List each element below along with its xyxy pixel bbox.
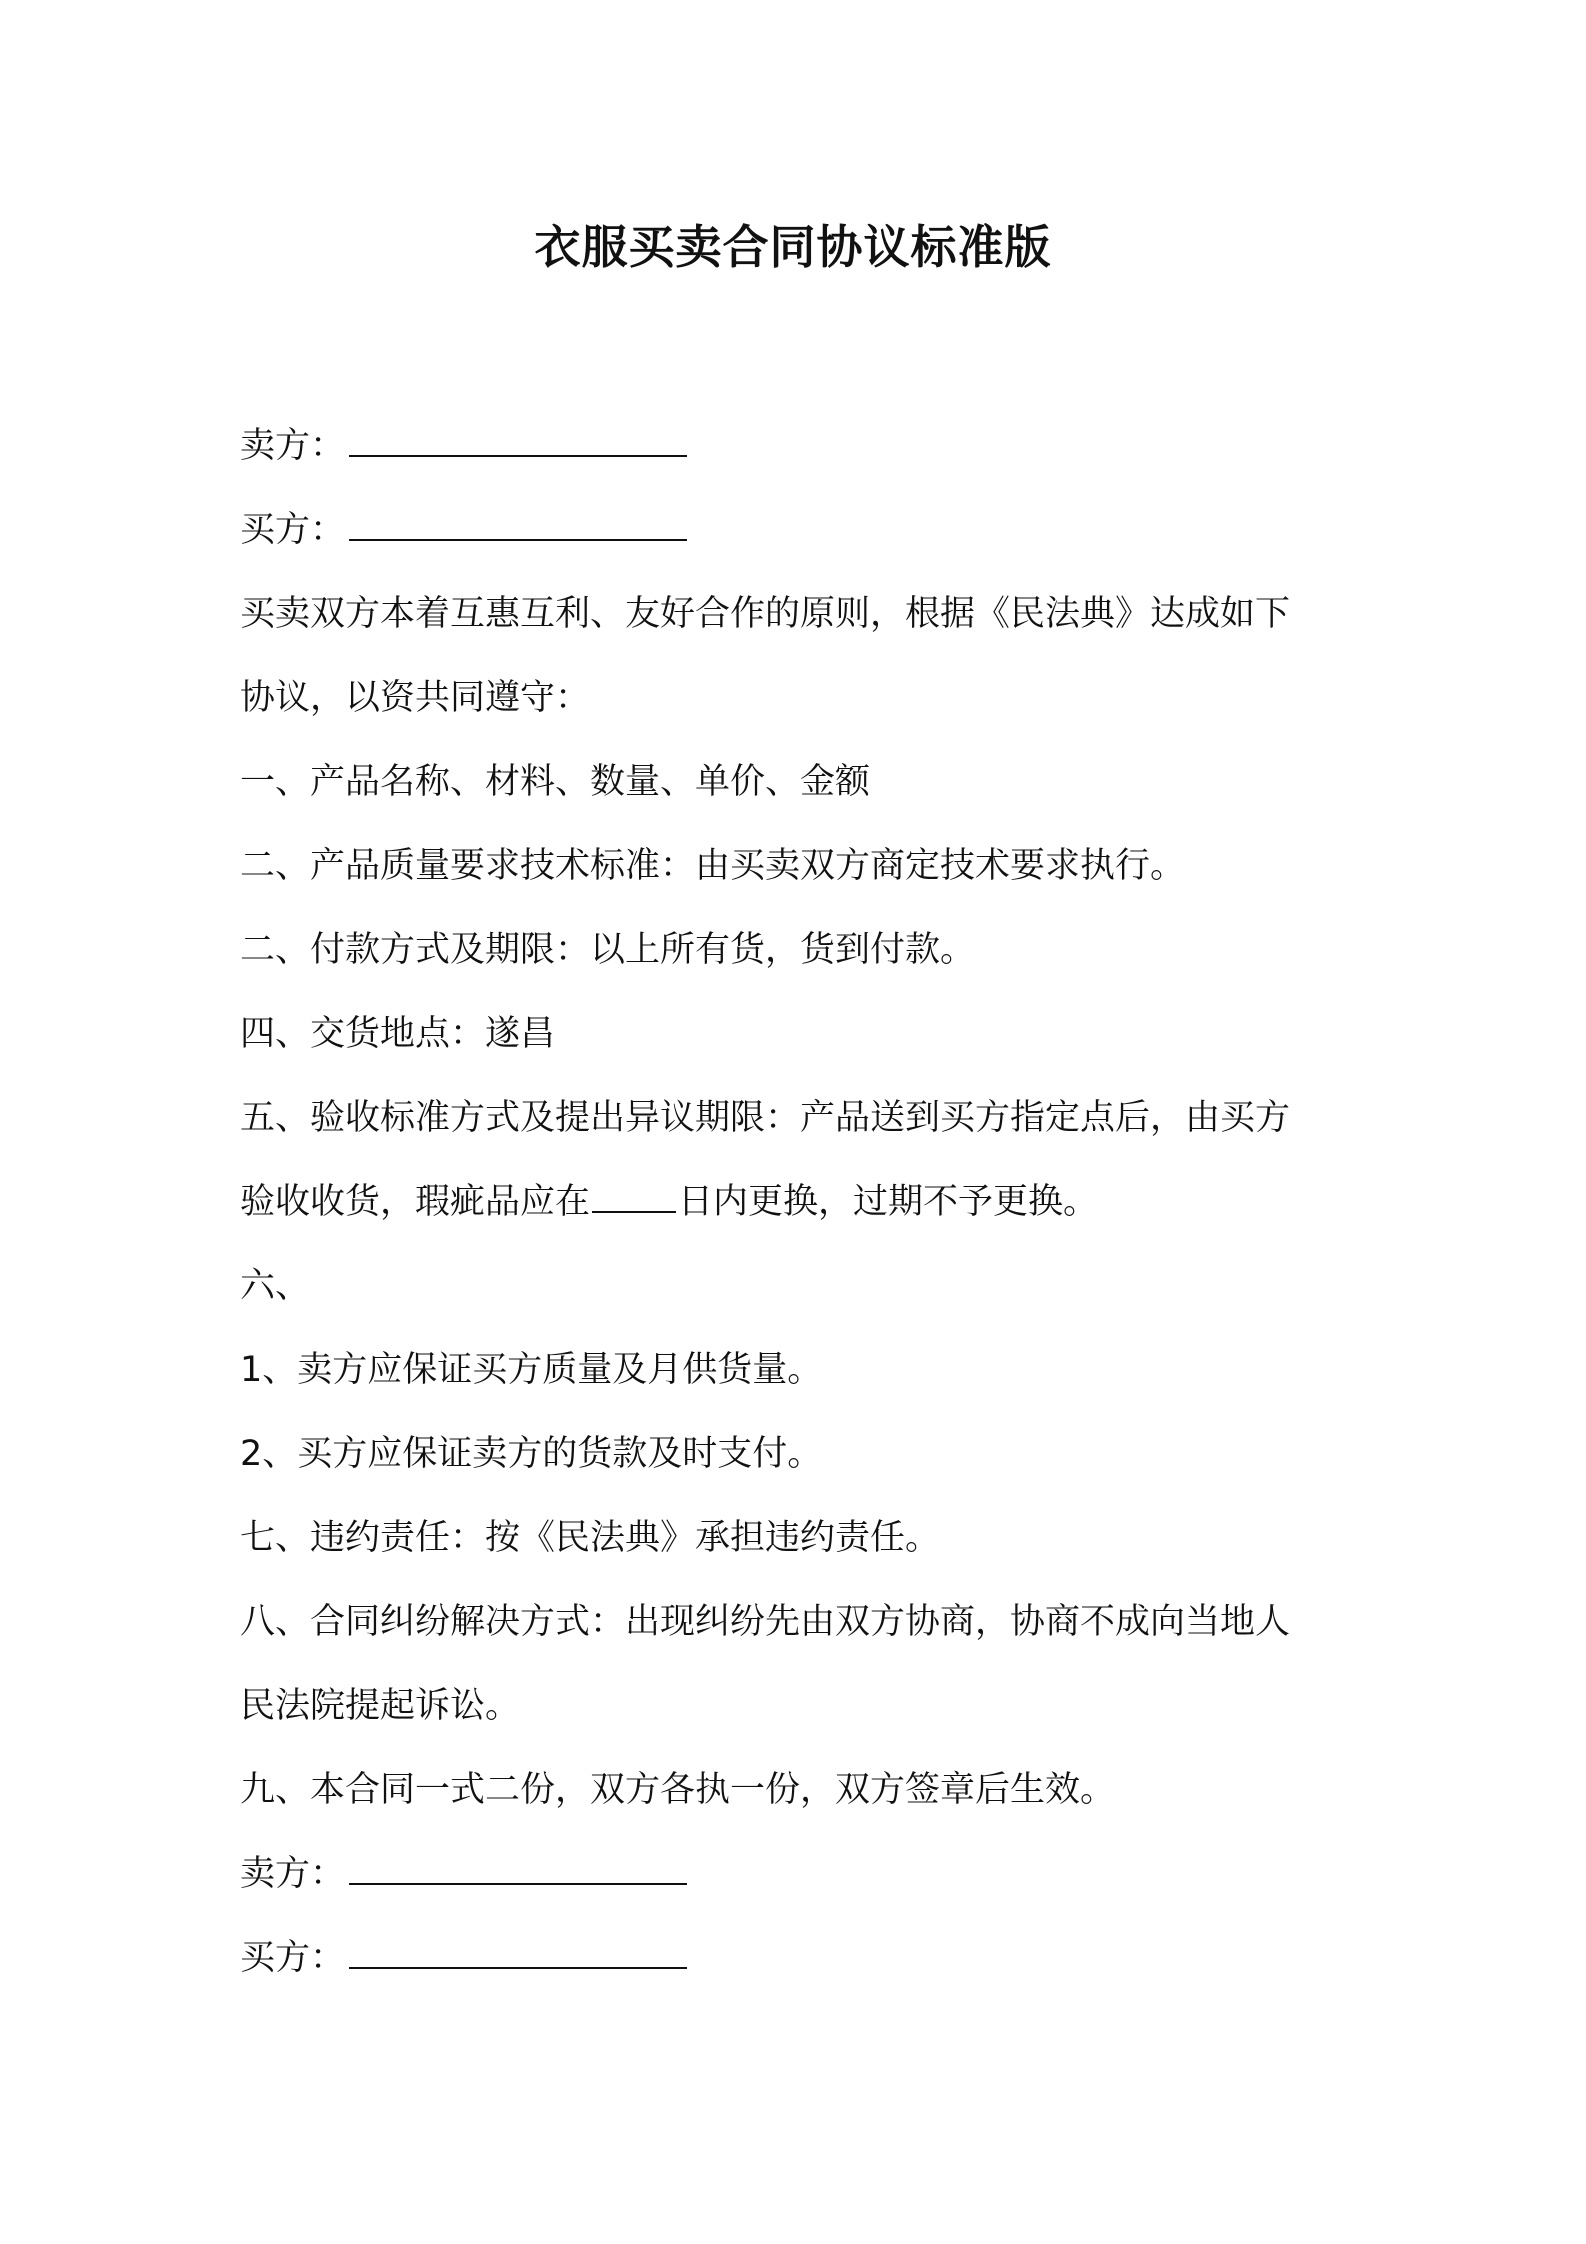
seller-label: 卖方： — [240, 426, 346, 466]
intro-line-2: 协议，以资共同遵守： — [240, 678, 591, 718]
intro-line-1: 买卖双方本着互惠互利、友好合作的原则，根据《民法典》达成如下 — [240, 594, 1291, 634]
clause-5-line-2 — [240, 1160, 1360, 1244]
clause-2: 二、产品质量要求技术标准：由买卖双方商定技术要求执行。 — [240, 846, 1186, 886]
clause-3: 二、付款方式及期限：以上所有货，货到付款。 — [240, 930, 976, 970]
seller-blank — [349, 409, 687, 457]
sign-seller-label: 卖方： — [240, 1854, 346, 1894]
seller-line — [240, 404, 1360, 488]
clause-6-item-1: 1、卖方应保证买方质量及月供货量。 — [240, 1350, 823, 1390]
page-title: 衣服买卖合同协议标准版 — [534, 220, 1052, 274]
days-blank — [592, 1171, 676, 1213]
sign-seller-blank — [349, 1837, 687, 1885]
sign-seller-line — [240, 1832, 1360, 1916]
clause-5-line-1: 五、验收标准方式及提出异议期限：产品送到买方指定点后，由买方 — [240, 1098, 1291, 1138]
clause-1: 一、产品名称、材料、数量、单价、金额 — [240, 762, 871, 802]
sign-buyer-blank — [349, 1921, 687, 1969]
clause-9: 九、本合同一式二份，双方各执一份，双方签章后生效。 — [240, 1770, 1116, 1810]
clause-4: 四、交货地点：遂昌 — [240, 1014, 556, 1054]
clause-6-item-2: 2、买方应保证卖方的货款及时支付。 — [240, 1434, 823, 1474]
sign-buyer-line — [240, 1916, 1360, 2000]
clause-5-text-a: 验收收货，瑕疵品应在 — [240, 1182, 591, 1222]
clause-8-line-2: 民法院提起诉讼。 — [240, 1686, 521, 1726]
clause-7: 七、违约责任：按《民法典》承担违约责任。 — [240, 1518, 941, 1558]
buyer-blank — [349, 493, 687, 541]
contract-body — [240, 404, 1360, 2000]
buyer-line — [240, 488, 1360, 572]
buyer-label: 买方： — [240, 510, 346, 550]
sign-buyer-label: 买方： — [240, 1938, 346, 1978]
clause-5-text-b: 日内更换，过期不予更换。 — [678, 1182, 1099, 1222]
clause-6: 六、 — [240, 1266, 311, 1306]
clause-8-line-1: 八、合同纠纷解决方式：出现纠纷先由双方协商，协商不成向当地人 — [240, 1602, 1291, 1642]
